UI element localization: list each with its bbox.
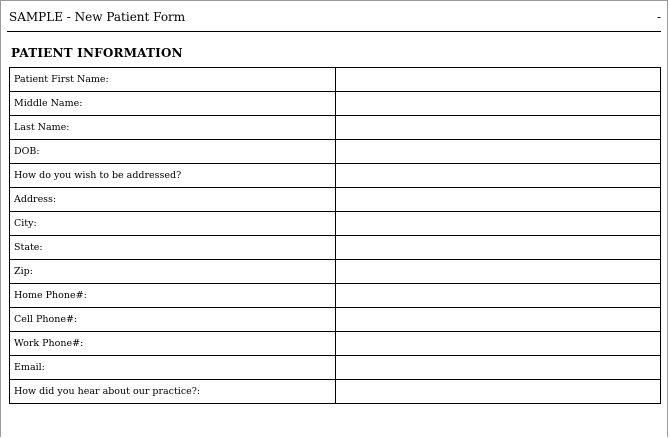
field-label-patient-first-name: Patient First Name:	[10, 68, 336, 92]
header-divider	[7, 31, 661, 32]
field-cell-last-name	[336, 116, 661, 140]
table-row	[10, 140, 661, 164]
table-row	[10, 380, 661, 404]
field-cell-work-phone	[336, 332, 661, 356]
table-row	[10, 260, 661, 284]
field-label-city: City:	[10, 212, 336, 236]
field-cell-state	[336, 236, 661, 260]
field-input-home-phone[interactable]	[336, 284, 660, 307]
field-label-how-do-you-wish-to-be-addressed: How do you wish to be addressed?	[10, 164, 336, 188]
field-label-dob: DOB:	[10, 140, 336, 164]
table-row	[10, 332, 661, 356]
field-input-how-did-you-hear-about-our-practice[interactable]	[336, 380, 660, 403]
field-label-zip: Zip:	[10, 260, 336, 284]
field-input-middle-name[interactable]	[336, 92, 660, 115]
field-input-cell-phone[interactable]	[336, 308, 660, 331]
field-cell-how-do-you-wish-to-be-addressed	[336, 164, 661, 188]
field-label-cell-phone: Cell Phone#:	[10, 308, 336, 332]
field-cell-zip	[336, 260, 661, 284]
field-input-zip[interactable]	[336, 260, 660, 283]
field-input-dob[interactable]	[336, 140, 660, 163]
field-cell-dob	[336, 140, 661, 164]
table-row	[10, 236, 661, 260]
page-header	[9, 9, 661, 29]
table-row	[10, 212, 661, 236]
field-cell-home-phone	[336, 284, 661, 308]
field-input-last-name[interactable]	[336, 116, 660, 139]
field-input-work-phone[interactable]	[336, 332, 660, 355]
field-input-address[interactable]	[336, 188, 660, 211]
field-cell-patient-first-name	[336, 68, 661, 92]
field-label-how-did-you-hear-about-our-practice: How did you hear about our practice?:	[10, 380, 336, 404]
table-row	[10, 356, 661, 380]
field-label-email: Email:	[10, 356, 336, 380]
field-cell-middle-name	[336, 92, 661, 116]
field-input-patient-first-name[interactable]	[336, 68, 660, 91]
header-dash: -	[656, 10, 661, 24]
field-input-how-do-you-wish-to-be-addressed[interactable]	[336, 164, 660, 187]
field-label-state: State:	[10, 236, 336, 260]
field-input-email[interactable]	[336, 356, 660, 379]
table-row	[10, 188, 661, 212]
table-row	[10, 164, 661, 188]
field-input-state[interactable]	[336, 236, 660, 259]
field-cell-address	[336, 188, 661, 212]
table-row	[10, 116, 661, 140]
field-input-city[interactable]	[336, 212, 660, 235]
patient-info-rows	[10, 68, 661, 404]
page-title: SAMPLE - New Patient Form	[9, 10, 186, 24]
table-row	[10, 92, 661, 116]
field-label-last-name: Last Name:	[10, 116, 336, 140]
patient-info-table	[9, 67, 661, 404]
field-cell-how-did-you-hear-about-our-practice	[336, 380, 661, 404]
section-title: PATIENT INFORMATION	[11, 46, 183, 60]
table-row	[10, 284, 661, 308]
table-row	[10, 68, 661, 92]
field-cell-email	[336, 356, 661, 380]
field-cell-city	[336, 212, 661, 236]
field-label-middle-name: Middle Name:	[10, 92, 336, 116]
field-cell-cell-phone	[336, 308, 661, 332]
field-label-home-phone: Home Phone#:	[10, 284, 336, 308]
table-row	[10, 308, 661, 332]
field-label-work-phone: Work Phone#:	[10, 332, 336, 356]
field-label-address: Address:	[10, 188, 336, 212]
